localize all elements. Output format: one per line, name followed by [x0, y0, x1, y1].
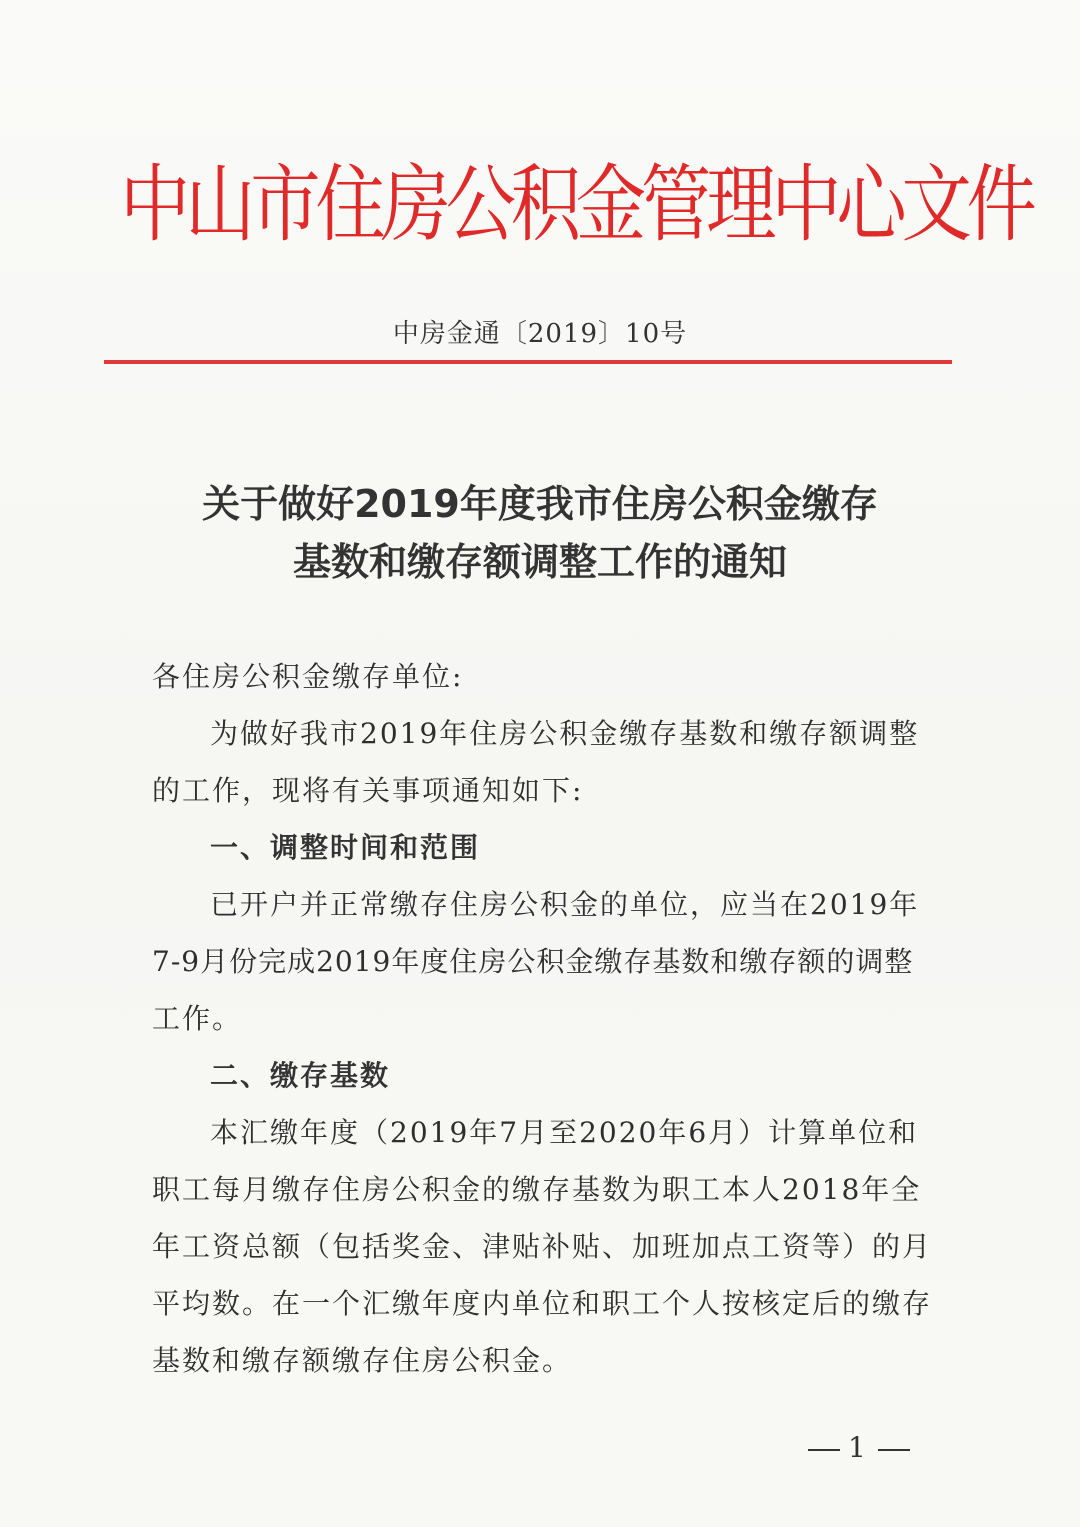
intro-line-2: 的工作，现将有关事项通知如下: [152, 774, 584, 807]
section-1-line-1: 已开户并正常缴存住房公积金的单位，应当在2019年 [210, 888, 920, 921]
section-1-line-3: 工作。 [152, 1002, 243, 1035]
dash-right [878, 1449, 910, 1451]
document-number: 中房金通〔2019〕10号 [392, 319, 688, 349]
section-1-line-2: 7-9月份完成2019年度住房公积金缴存基数和缴存额的调整 [152, 945, 914, 978]
notice-title-line-2: 基数和缴存额调整工作的通知 [292, 540, 787, 584]
section-2-heading: 二、缴存基数 [210, 1059, 391, 1092]
issuer-header [100, 150, 1032, 260]
section-1-heading: 一、调整时间和范围 [210, 831, 481, 864]
section-2-line-1: 本汇缴年度（2019年7月至2020年6月）计算单位和 [210, 1116, 919, 1149]
intro-line-1: 为做好我市2019年住房公积金缴存基数和缴存额调整 [210, 717, 920, 750]
section-2-line-5: 基数和缴存额缴存住房公积金。 [152, 1344, 573, 1377]
dash-left [808, 1449, 840, 1451]
page-number-value: 1 [848, 1431, 870, 1464]
page-number [800, 1428, 920, 1468]
issuer-title: 中山市住房公积金管理中心文件 [120, 155, 1032, 254]
section-2-line-4: 平均数。在一个汇缴年度内单位和职工个人按核定后的缴存 [152, 1287, 933, 1320]
notice-title-line-1: 关于做好2019年度我市住房公积金缴存 [202, 482, 878, 526]
red-divider [104, 360, 952, 364]
salutation: 各住房公积金缴存单位: [152, 660, 464, 693]
section-2-line-3: 年工资总额（包括奖金、津贴补贴、加班加点工资等）的月 [152, 1230, 933, 1263]
section-2-line-2: 职工每月缴存住房公积金的缴存基数为职工本人2018年全 [152, 1173, 922, 1206]
